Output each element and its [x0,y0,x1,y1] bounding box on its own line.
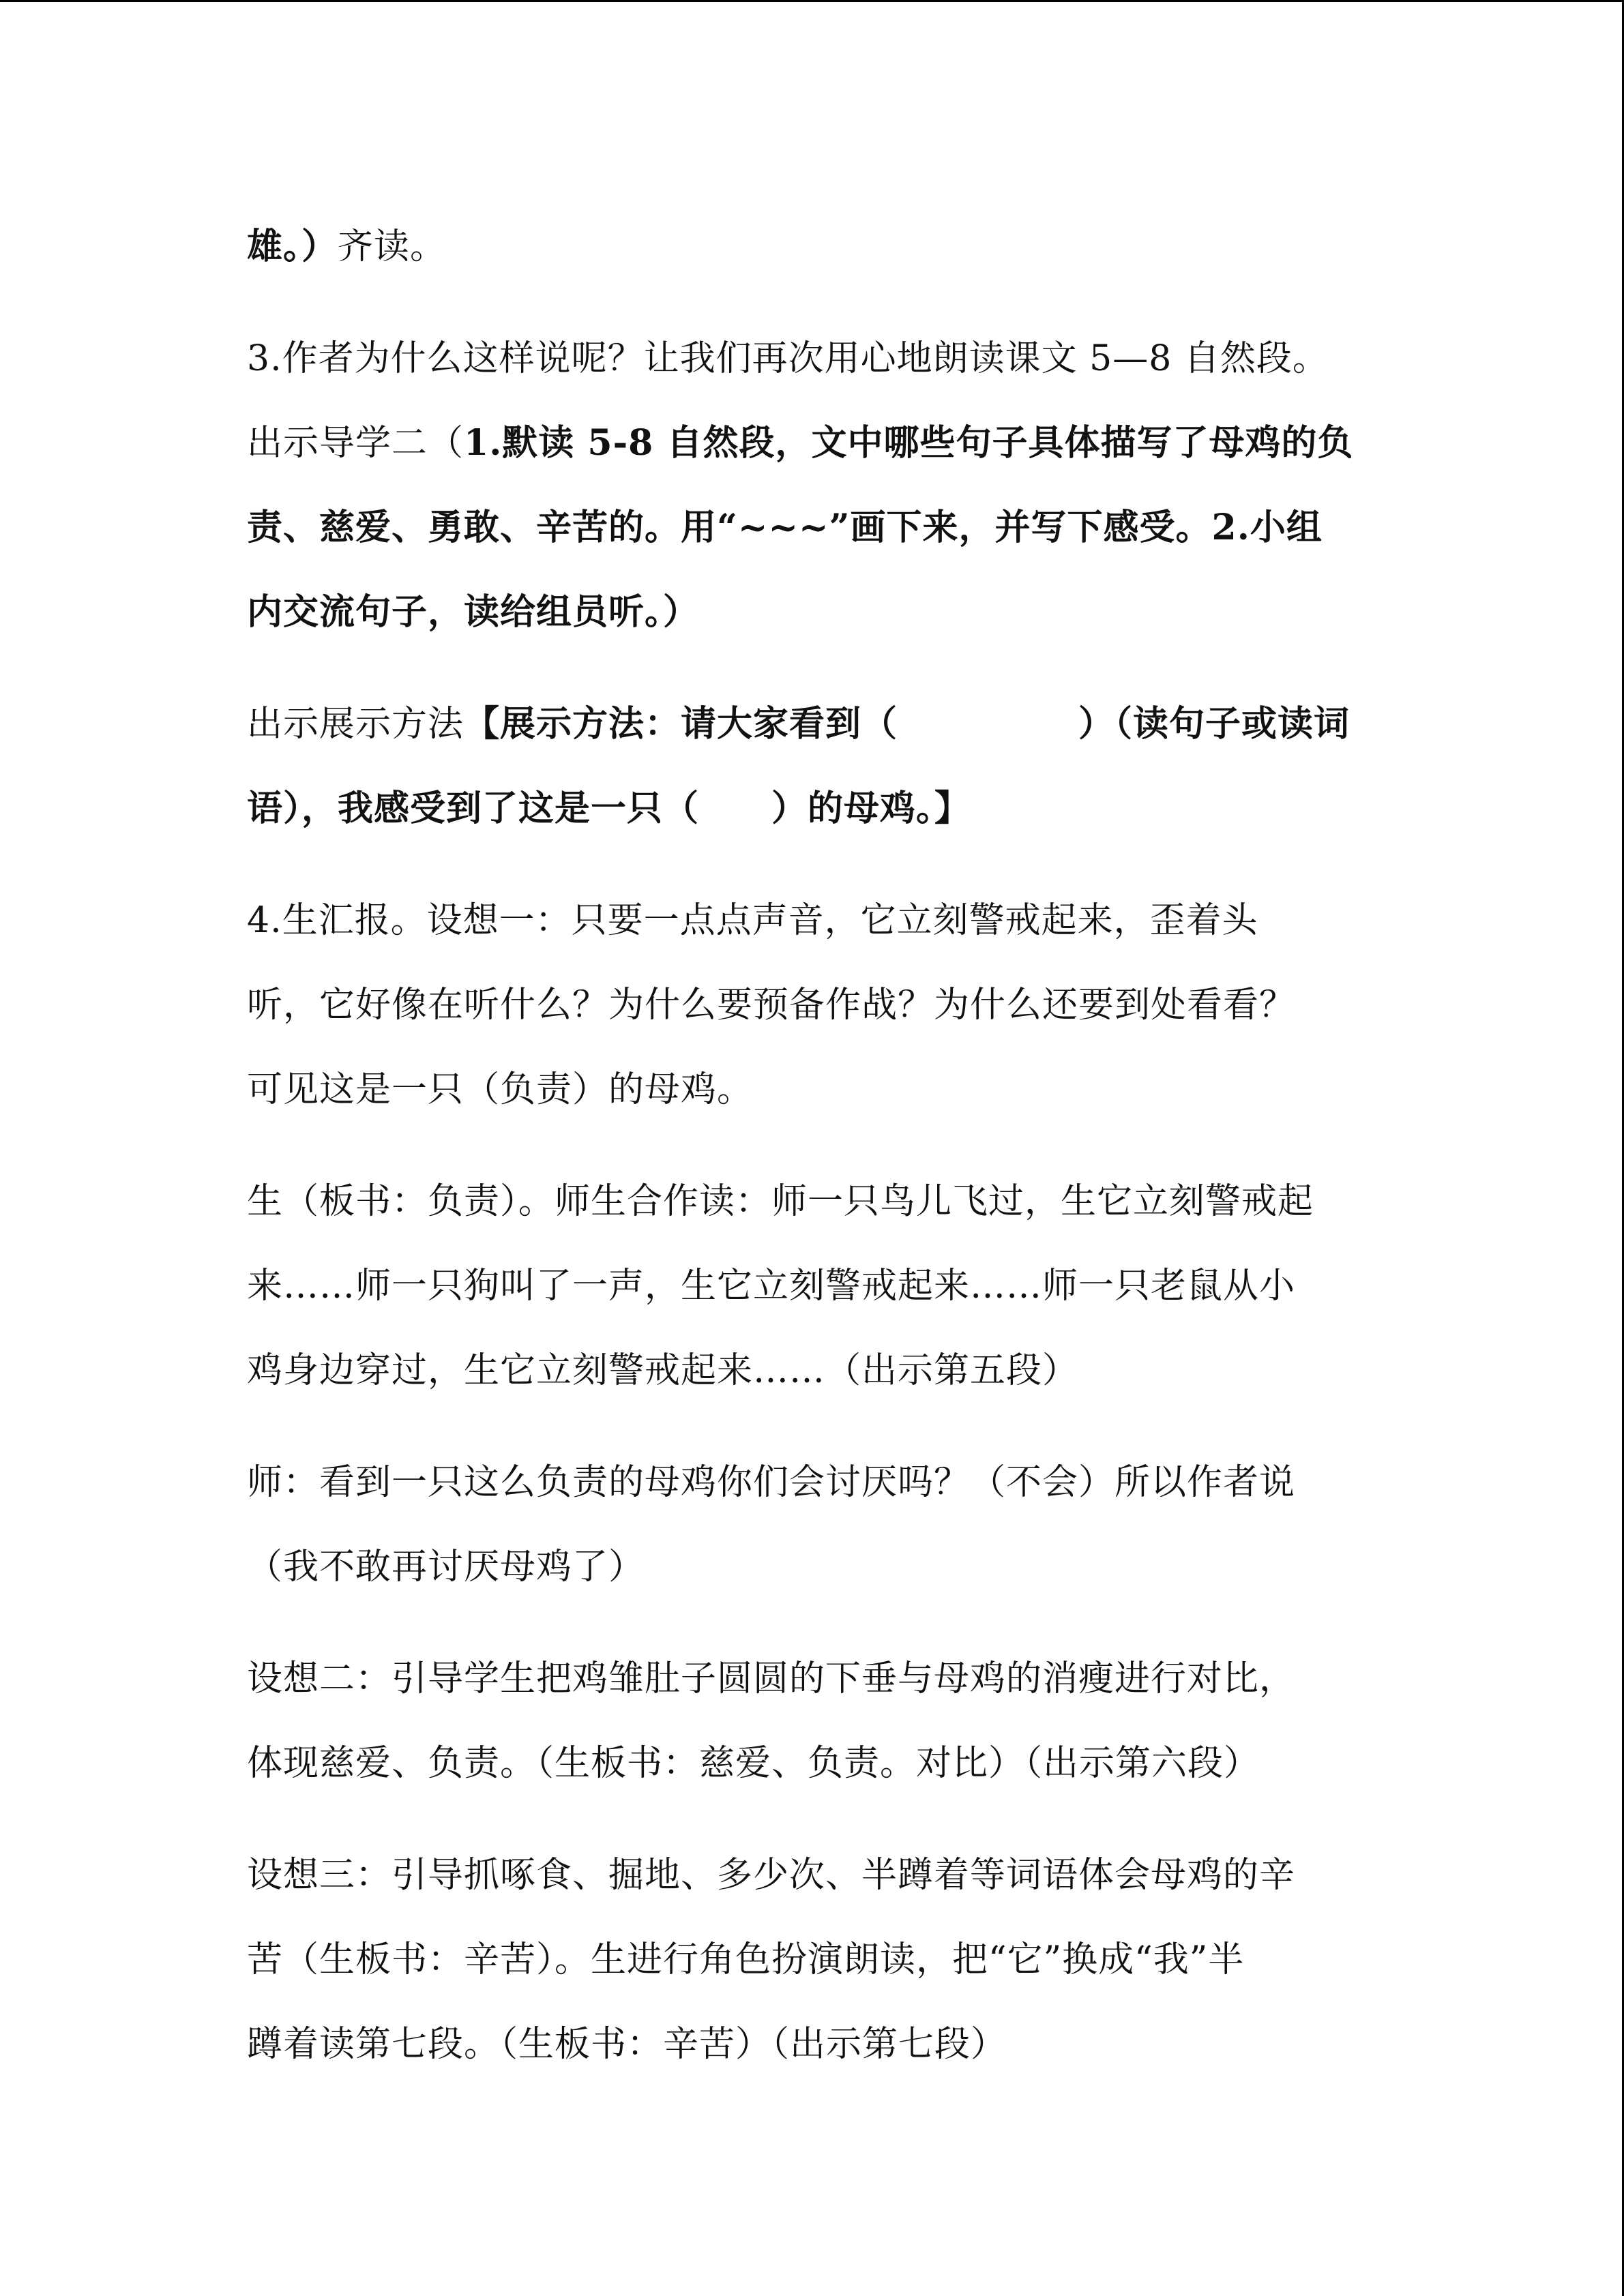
paragraph [247,205,1393,289]
text-line [247,1328,1393,1413]
text-run: 听，它好像在听什么？为什么要预备作战？为什么还要到处看看？ [247,985,1296,1026]
text-run: 体现慈爱、负责。（生板书：慈爱、负责。对比）（出示第六段） [247,1743,1260,1784]
text-line [247,1440,1393,1525]
bold-text-run: 1.默读 5-8 自然段，文中哪些句子具体描写了母鸡的负 [464,422,1354,464]
text-line [247,682,1393,766]
paragraph [247,682,1393,851]
document-body [247,205,1393,2114]
text-line [247,963,1393,1047]
paragraph [247,316,1393,655]
text-line [247,766,1393,851]
paragraph [247,1833,1393,2087]
text-line [247,1525,1393,1609]
text-line [247,1833,1393,1918]
bold-text-run: 雄。） [247,226,338,267]
bold-text-run: 责、慈爱、勇敢、辛苦的。用“~~~”画下来，并写下感受。2.小组 [247,507,1323,548]
text-run: 生（板书：负责）。师生合作读：师一只鸟儿飞过，生它立刻警戒起 [247,1181,1314,1222]
text-run: 师：看到一只这么负责的母鸡你们会讨厌吗？（不会）所以作者说 [247,1462,1296,1503]
bold-text-run: 语），我感受到了这是一只（ ）的母鸡。】 [247,788,971,829]
text-line [247,2002,1393,2087]
paragraph [247,878,1393,1132]
paragraph [247,1440,1393,1609]
text-run: 4.生汇报。设想一：只要一点点声音，它立刻警戒起来，歪着头 [247,900,1258,941]
text-run: 设想二：引导学生把鸡雏肚子圆圆的下垂与母鸡的消瘦进行对比， [247,1658,1296,1699]
text-line [247,1244,1393,1328]
text-run: 鸡身边穿过，生它立刻警戒起来……（出示第五段） [247,1350,1079,1391]
text-line [247,486,1393,570]
text-line [247,1918,1393,2002]
bold-text-run: 【展示方法：请大家看到（ ）（读句子或读词 [464,703,1350,745]
text-line [247,570,1393,655]
text-run: 出示导学二（ [247,423,464,464]
text-run: 齐读。 [338,226,447,267]
paragraph [247,1637,1393,1806]
text-run: 设想三：引导抓啄食、掘地、多少次、半蹲着等词语体会母鸡的辛 [247,1855,1296,1896]
text-run: 来……师一只狗叫了一声，生它立刻警戒起来……师一只老鼠从小 [247,1266,1296,1307]
text-run: 蹲着读第七段。（生板书：辛苦）（出示第七段） [247,2024,1007,2065]
bold-text-run: 内交流句子，读给组员听。） [247,591,700,633]
text-line [247,878,1393,963]
text-line [247,1637,1393,1721]
text-run: （我不敢再讨厌母鸡了） [247,1547,645,1587]
text-run: 苦（生板书：辛苦）。生进行角色扮演朗读，把“它”换成“我”半 [247,1939,1245,1980]
text-run: 出示展示方法 [247,704,464,745]
text-run: 可见这是一只（负责）的母鸡。 [247,1069,754,1110]
text-line [247,316,1393,401]
text-line [247,1159,1393,1244]
text-line [247,205,1393,289]
text-line [247,1047,1393,1132]
text-line [247,1721,1393,1806]
text-line [247,401,1393,486]
text-run: 3.作者为什么这样说呢？让我们再次用心地朗读课文 5—8 自然段。 [247,338,1329,379]
paragraph [247,1159,1393,1413]
